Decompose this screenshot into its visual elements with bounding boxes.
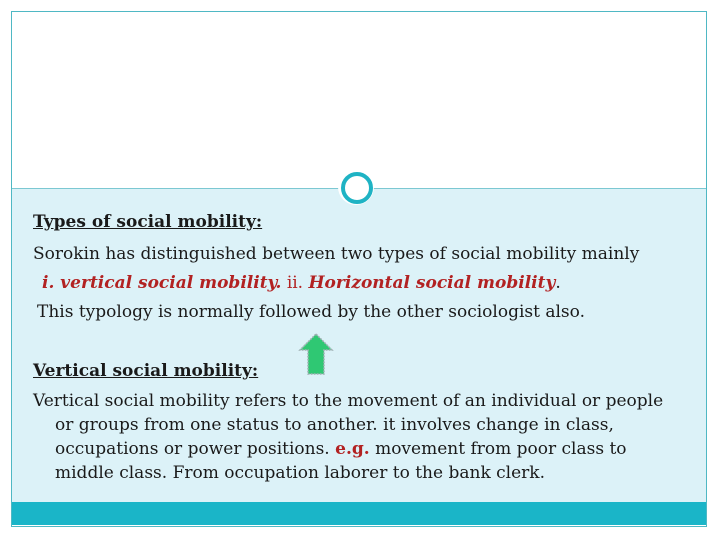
vertical-heading: Vertical social mobility: (33, 361, 259, 381)
example-label: e.g. (335, 439, 370, 459)
vertical-line-1: Vertical social mobility refers to the movement of an individual or people (33, 391, 664, 411)
vertical-type-label: i. vertical social mobility. (42, 273, 282, 293)
vertical-line-4: middle class. From occupation laborer to the bank clerk. (55, 463, 545, 483)
up-arrow-icon (298, 332, 334, 376)
vertical-line-3a: occupations or power positions. (55, 439, 330, 459)
vertical-line-2: or groups from one status to another. it involves change in class, (55, 415, 614, 435)
item2-end: . (555, 273, 561, 293)
footer-bar (12, 502, 706, 525)
sorokin-line: Sorokin has distinguished between two types of social mobility mainly (33, 244, 640, 264)
types-list-line (42, 271, 561, 295)
vertical-line-3c: movement from poor class to (375, 439, 627, 459)
slide-title-area (12, 12, 706, 188)
horizontal-type-label: Horizontal social mobility (308, 273, 556, 293)
typology-line: This typology is normally followed by the other sociologist also. (37, 302, 585, 322)
types-heading: Types of social mobility: (33, 212, 263, 232)
circle-ring-icon (341, 172, 373, 204)
item2-number: ii. (286, 273, 304, 293)
vertical-line-3 (55, 437, 627, 461)
